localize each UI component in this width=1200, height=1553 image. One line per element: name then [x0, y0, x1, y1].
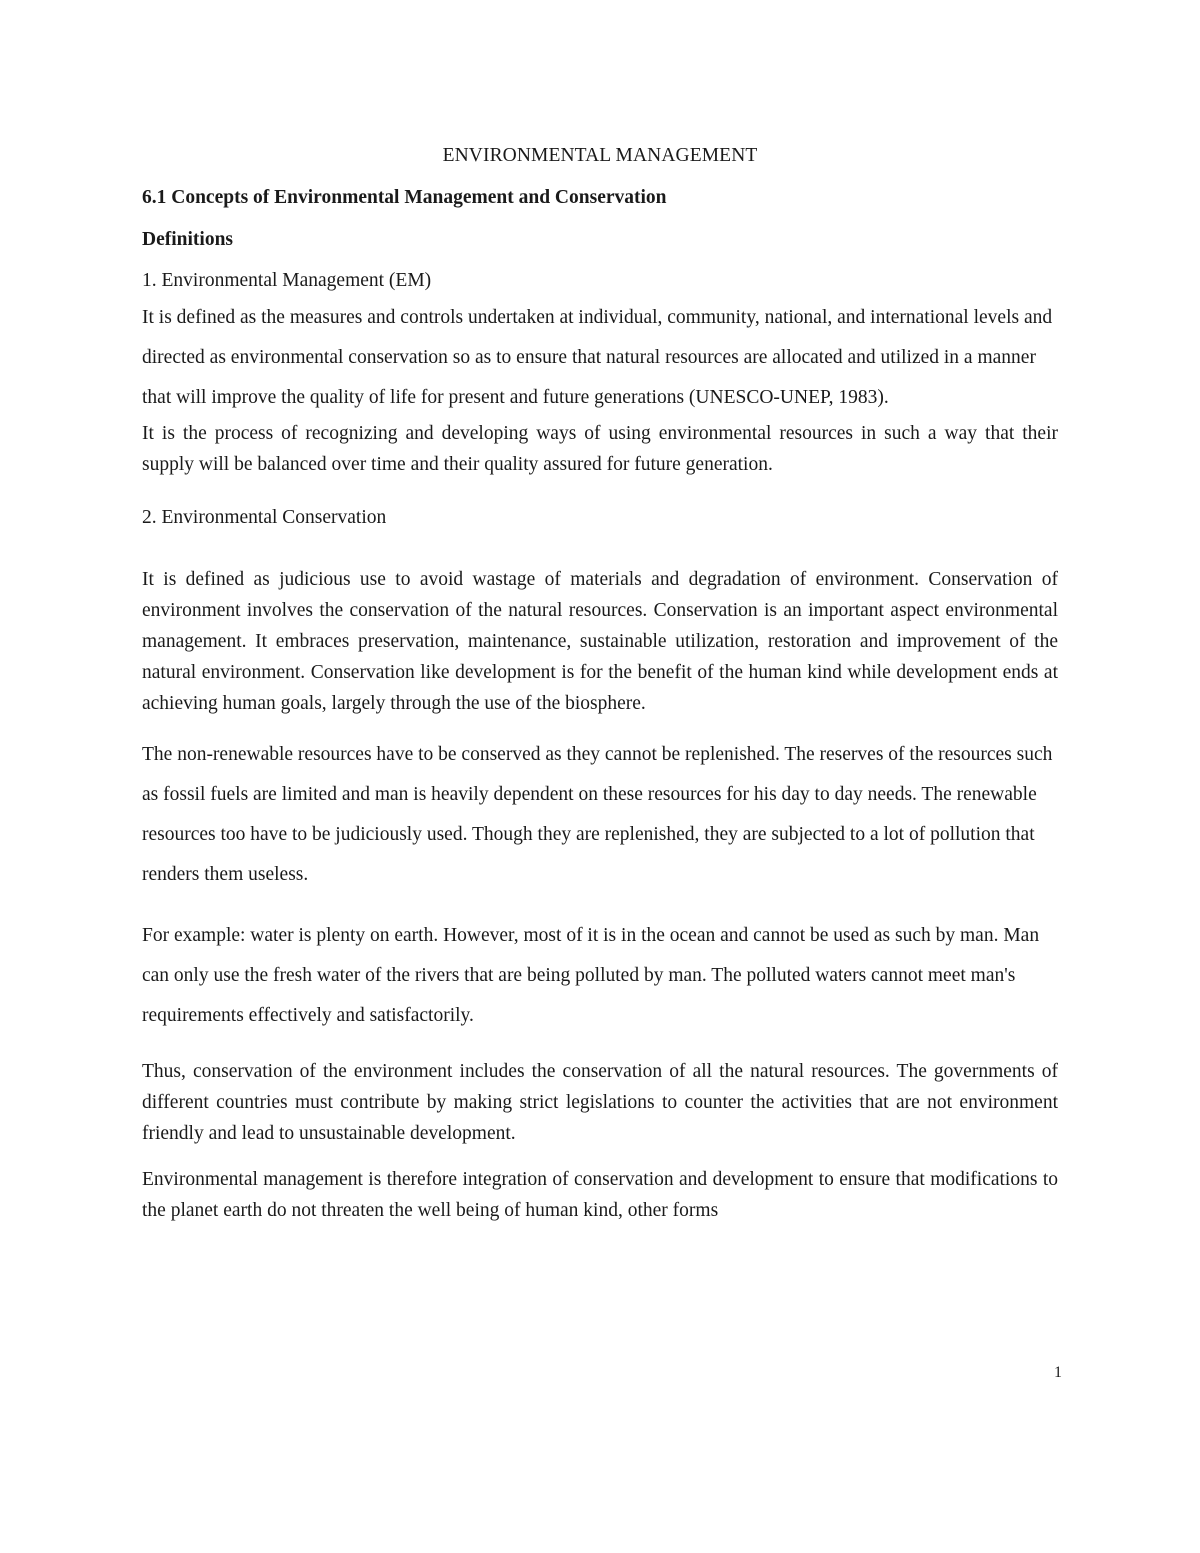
paragraph-em-process: It is the process of recognizing and developing ways of using environmental resources in such a way that their supply will be balanced over time and their quality assured for future generation. — [142, 423, 1058, 475]
document-body — [142, 142, 1058, 1226]
item-heading-environmental-management: 1. Environmental Management (EM) — [142, 270, 432, 291]
paragraph-water-example: For example: water is plenty on earth. However, most of it is in the ocean and cannot be used as such by man. Man can only use the fresh water of the rivers that are being polluted by man. The polluted waters cannot meet man's requirements effectively and satisfactorily. — [142, 925, 1040, 1026]
page-number: 1 — [1054, 1364, 1062, 1381]
item-heading-environmental-conservation: 2. Environmental Conservation — [142, 507, 387, 528]
paragraph-conservation-definition: It is defined as judicious use to avoid wastage of materials and degradation of environment. Conservation of environment involves the conservation of the natural resources. Conservation is an important aspect environmental management. It embraces preservation, maintenance, sustainable utilization, restoration and improvement of the natural environment. Conservation like development is for the benefit of the human kind while development ends at achieving human goals, largely through the use of the biosphere. — [142, 569, 1058, 714]
paragraph-em-definition: It is defined as the measures and controls undertaken at individual, community, national, and international levels and directed as environmental conservation so as to ensure that natural resources are allocated and utilized in a manner that will improve the quality of life for present and future generations (UNESCO-UNEP, 1983). — [142, 307, 1053, 408]
paragraph-non-renewable-resources: The non-renewable resources have to be conserved as they cannot be replenished. The reserves of the resources such as fossil fuels are limited and man is heavily dependent on these resources for his day to day needs. The renewable resources too have to be judiciously used. Though they are replenished, they are subjected to a lot of pollution that renders them useless. — [142, 744, 1053, 885]
definitions-heading: Definitions — [142, 229, 234, 250]
section-heading: 6.1 Concepts of Environmental Management and Conservation — [142, 187, 667, 208]
paragraph-conservation-summary: Thus, conservation of the environment includes the conservation of all the natural resources. The governments of different countries must contribute by making strict legislations to counter the activities that are not environment friendly and lead to unsustainable development. — [142, 1061, 1058, 1144]
document-title: ENVIRONMENTAL MANAGEMENT — [442, 145, 758, 166]
paragraph-environmental-management-integration: Environmental management is therefore integration of conservation and development to ensure that modifications to the planet earth do not threaten the well being of human kind, other forms — [142, 1169, 1058, 1221]
